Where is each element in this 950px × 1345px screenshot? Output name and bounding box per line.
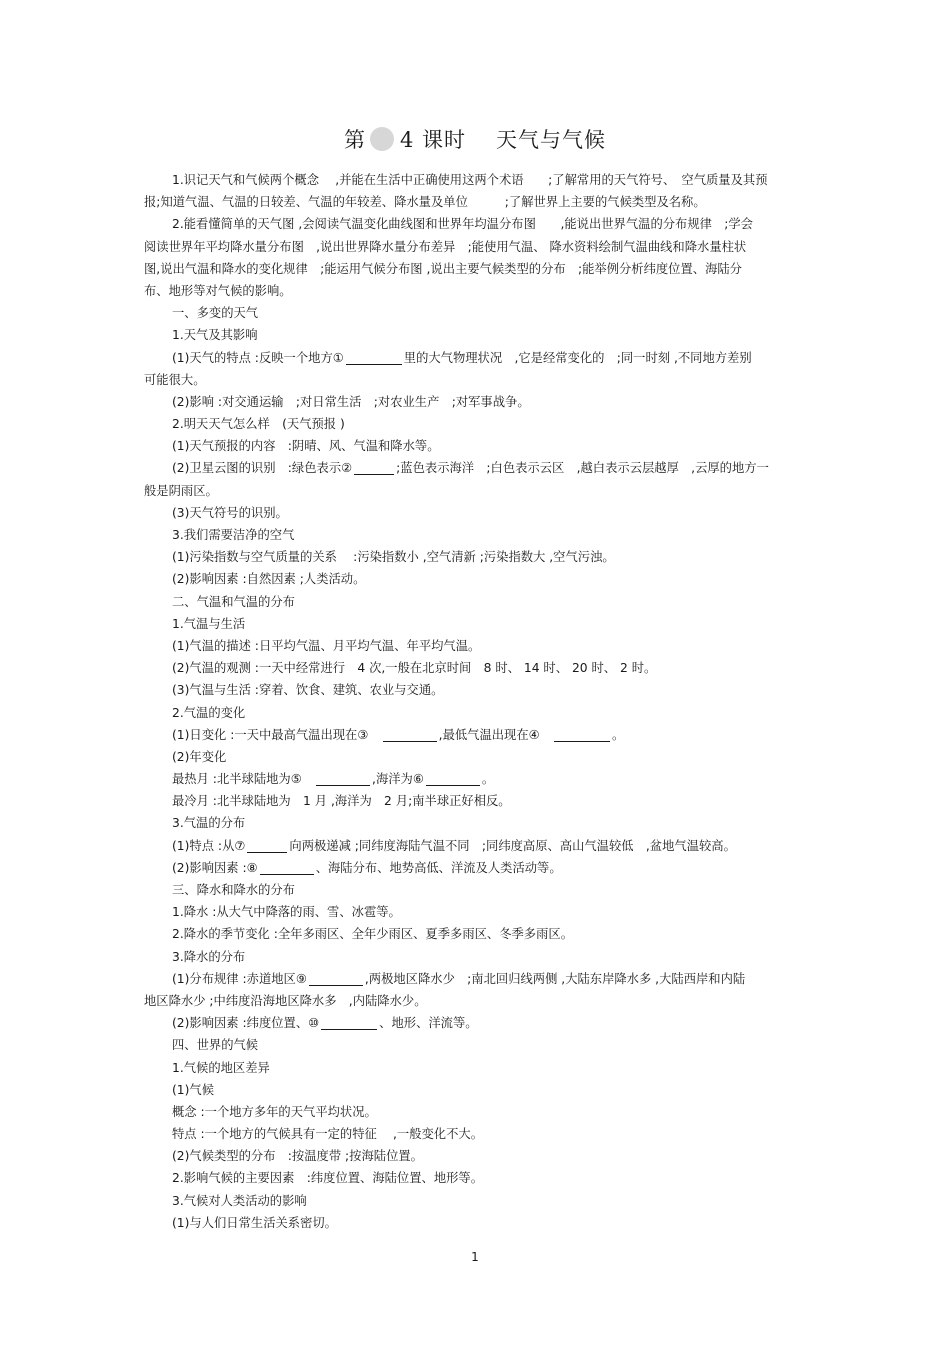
line-text: (1)分布规律 :赤道地区⑨ <box>172 971 307 986</box>
line-text: (1)天气的特点 :反映一个地方① <box>172 350 344 365</box>
text-line <box>144 258 804 280</box>
text-line <box>144 591 804 613</box>
line-text-end: 。 <box>481 772 495 787</box>
text-line <box>144 502 804 524</box>
text-line <box>144 923 804 945</box>
text-line <box>144 457 804 479</box>
line-text: 2.气温的变化 <box>172 705 246 720</box>
text-line <box>144 391 804 413</box>
line-text: (2)气候类型的分布 :按温度带 ;按海陆位置。 <box>172 1149 423 1164</box>
line-text: 三、降水和降水的分布 <box>172 883 295 897</box>
line-text: (2)卫星云图的识别 :绿色表示② <box>172 461 353 476</box>
text-line <box>144 413 804 435</box>
line-text: 2.明天天气怎么样 (天气预报 ) <box>172 417 345 432</box>
line-text: (1)天气预报的内容 :阴晴、风、气温和降水等。 <box>172 439 440 454</box>
line-text-after: 向两极递减 ;同纬度海陆气温不同 ;同纬度高原、高山气温较低 ,盆地气温较高。 <box>289 838 736 853</box>
line-text: (2)影响因素 :自然因素 ;人类活动。 <box>172 572 366 587</box>
text-line <box>144 1123 804 1145</box>
text-line <box>144 768 804 790</box>
line-text: 最热月 :北半球陆地为⑤ <box>172 772 315 787</box>
line-text: 3.我们需要洁净的空气 <box>172 528 295 542</box>
fill-in-blank <box>354 460 394 475</box>
line-text: 1.气候的地区差异 <box>172 1060 270 1075</box>
line-text: 1.降水 :从大气中降落的雨、雪、冰雹等。 <box>172 905 401 920</box>
text-line <box>144 702 804 724</box>
text-line <box>144 724 804 746</box>
text-line <box>144 524 804 546</box>
text-line <box>144 635 804 657</box>
fill-in-blank <box>260 860 314 875</box>
page-title <box>0 124 950 154</box>
line-text-after: 、海陆分布、地势高低、洋流及人类活动等。 <box>315 860 562 875</box>
line-text: (1)气候 <box>172 1082 215 1097</box>
fill-in-blank <box>321 1015 377 1030</box>
line-text: 可能很大。 <box>144 372 206 387</box>
text-line <box>144 857 804 879</box>
line-text-after: 里的大气物理状况 ,它是经常变化的 ;同一时刻 ,不同地方差别 <box>403 350 752 365</box>
fill-in-blank <box>383 727 437 742</box>
line-text: (3)天气符号的识别。 <box>172 505 288 520</box>
text-line <box>144 347 804 369</box>
line-text: 布、地形等对气候的影响。 <box>144 283 292 298</box>
text-line <box>144 746 804 768</box>
text-line <box>144 657 804 679</box>
line-text: (2)气温的观测 :一天中经常进行 4 次,一般在北京时间 8 时、 14 时、 20 时、 2 时。 <box>172 661 657 676</box>
line-text: 般是阴雨区。 <box>144 483 218 498</box>
text-line <box>144 236 804 258</box>
text-line <box>144 435 804 457</box>
text-line <box>144 812 804 834</box>
line-text-after: 、地形、洋流等。 <box>379 1016 478 1031</box>
fill-in-blank <box>309 971 363 986</box>
text-line <box>144 946 804 968</box>
line-text: (2)影响因素 :⑧ <box>172 860 258 875</box>
text-line <box>144 990 804 1012</box>
text-line <box>144 1012 804 1034</box>
text-line <box>144 968 804 990</box>
line-text: (2)年变化 <box>172 749 227 764</box>
line-text: 3.降水的分布 <box>172 949 246 964</box>
text-line <box>144 1101 804 1123</box>
text-line <box>144 1212 804 1234</box>
line-text: 1.识记天气和气候两个概念 ,并能在生活中正确使用这两个术语 ;了解常用的天气符号、 空气质量及其预 <box>172 173 768 187</box>
line-text-after: ;蓝色表示海洋 ;白色表示云区 ,越白表示云层越厚 ,云厚的地方一 <box>396 461 769 476</box>
text-line <box>144 1057 804 1079</box>
line-text: (1)与人们日常生活关系密切。 <box>172 1215 337 1230</box>
title-number: 4 课时 <box>399 128 467 152</box>
line-text: (1)特点 :从⑦ <box>172 838 246 853</box>
line-text: 2.影响气候的主要因素 :纬度位置、海陆位置、地形等。 <box>172 1171 484 1186</box>
line-text: 概念 :一个地方多年的天气平均状况。 <box>172 1104 377 1119</box>
text-line <box>144 169 804 191</box>
text-line <box>144 1079 804 1101</box>
line-text: 地区降水少 ;中纬度沿海地区降水多 ,内陆降水少。 <box>144 993 427 1008</box>
fill-in-blank <box>554 727 610 742</box>
line-text: 2.能看懂简单的天气图 ,会阅读气温变化曲线图和世界年均温分布图 ,能说出世界气温的分布规律 ;学会 <box>172 217 753 232</box>
text-line <box>144 302 804 324</box>
document-body <box>144 169 804 1234</box>
text-line <box>144 480 804 502</box>
line-text: 3.气温的分布 <box>172 816 246 831</box>
text-line <box>144 1167 804 1189</box>
text-line <box>144 546 804 568</box>
text-line <box>144 790 804 812</box>
page-number: 1 <box>471 1250 479 1264</box>
text-line <box>144 835 804 857</box>
text-line <box>144 324 804 346</box>
line-text: 二、气温和气温的分布 <box>172 594 295 609</box>
fill-in-blank <box>316 771 370 786</box>
text-line <box>144 1034 804 1056</box>
title-topic: 天气与气候 <box>496 128 607 152</box>
text-line <box>144 191 804 213</box>
title-prefix: 第 <box>343 128 366 152</box>
line-text: 阅读世界年平均降水量分布图 ,说出世界降水量分布差异 ;能使用气温、 降水资料绘制气温曲线和降水量柱状 <box>144 239 747 254</box>
fill-in-blank <box>426 771 480 786</box>
line-text: 最冷月 :北半球陆地为 1 月 ,海洋为 2 月;南半球正好相反。 <box>172 794 511 809</box>
text-line <box>144 280 804 302</box>
line-text: 四、世界的气候 <box>172 1038 259 1053</box>
text-line <box>144 568 804 590</box>
text-line <box>144 1145 804 1167</box>
text-line <box>144 679 804 701</box>
line-text-after: ,两极地区降水少 ;南北回归线两侧 ,大陆东岸降水多 ,大陆西岸和内陆 <box>364 971 746 986</box>
circle-mark-icon <box>370 127 394 151</box>
line-text: 3.气候对人类活动的影响 <box>172 1193 307 1208</box>
line-text: (1)日变化 :一天中最高气温出现在③ <box>172 727 381 742</box>
line-text: (3)气温与生活 :穿着、饮食、建筑、农业与交通。 <box>172 683 444 698</box>
line-text-after: ,最低气温出现在④ <box>438 727 552 742</box>
text-line <box>144 213 804 235</box>
text-line <box>144 879 804 901</box>
line-text: 报;知道气温、气温的日较差、气温的年较差、降水量及单位 ;了解世界上主要的气候类型及名称。 <box>144 195 706 210</box>
line-text: 1.气温与生活 <box>172 616 246 631</box>
line-text: 1.天气及其影响 <box>172 328 258 343</box>
line-text: 图,说出气温和降水的变化规律 ;能运用气候分布图 ,说出主要气候类型的分布 ;能举例分析纬度位置、海陆分 <box>144 261 742 276</box>
fill-in-blank <box>346 350 402 365</box>
line-text: 一、多变的天气 <box>172 306 259 321</box>
text-line <box>144 1190 804 1212</box>
fill-in-blank <box>247 838 287 853</box>
line-text: (1)气温的描述 :日平均气温、月平均气温、年平均气温。 <box>172 638 481 653</box>
line-text: 2.降水的季节变化 :全年多雨区、全年少雨区、夏季多雨区、冬季多雨区。 <box>172 927 573 942</box>
line-text: (2)影响因素 :纬度位置、⑩ <box>172 1016 320 1031</box>
line-text: 特点 :一个地方的气候具有一定的特征 ,一般变化不大。 <box>172 1127 483 1142</box>
line-text-end: 。 <box>611 727 625 742</box>
line-text: (1)污染指数与空气质量的关系 :污染指数小 ,空气清新 ;污染指数大 ,空气污浊。 <box>172 550 615 565</box>
text-line <box>144 901 804 923</box>
text-line <box>144 369 804 391</box>
text-line <box>144 613 804 635</box>
line-text: (2)影响 :对交通运输 ;对日常生活 ;对农业生产 ;对军事战争。 <box>172 394 530 409</box>
line-text-after: ,海洋为⑥ <box>372 772 424 787</box>
